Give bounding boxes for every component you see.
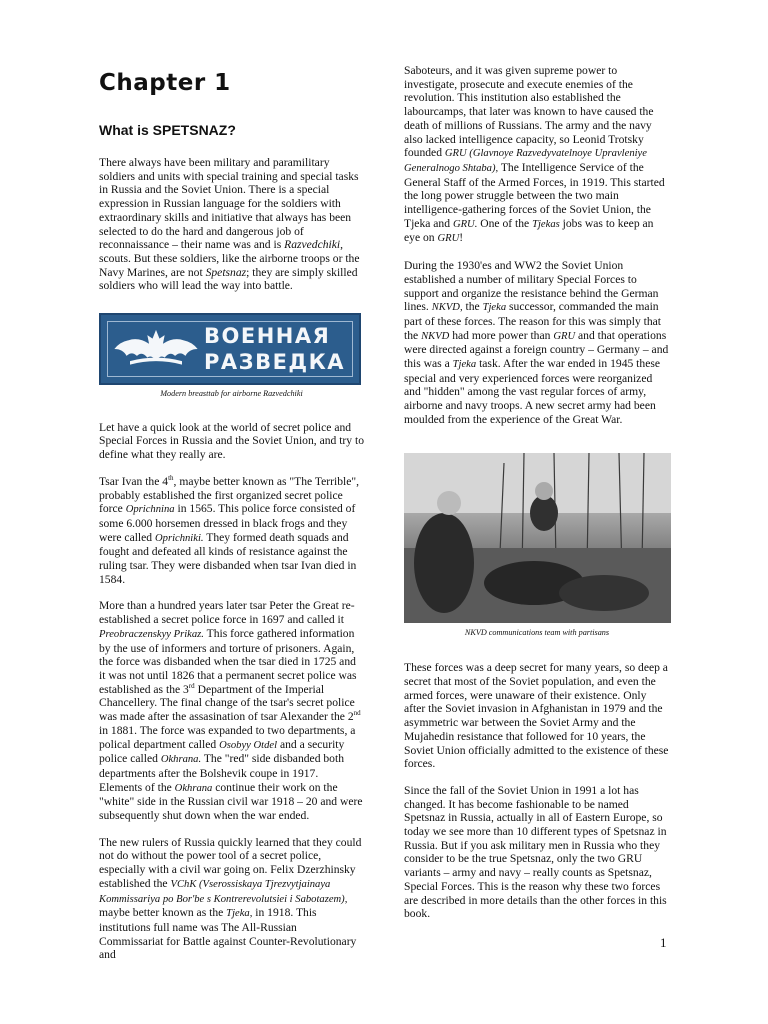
badge-line-1: ВОЕННАЯ [204, 324, 331, 349]
right-column [404, 64, 670, 921]
paragraph: Tsar Ivan the 4th, maybe better known as "The Terrible", probably established the first organized secret police force Oprichnina in 1565. This police force consisted of some 6.000 horsemen dressed in black frogs and they were called Oprichniki. They formed death squads and fought and defeated all kinds of resistance against the ruling tsar. They were disbanded when tsar Ivan died in 1584. [99, 473, 360, 586]
page-number: 1 [660, 935, 667, 950]
paragraph: Since the fall of the Soviet Union in 1991 a lot has changed. It has become fashionable to be named Spetsnaz in Russia, actually in all of Eastern Europe, so today we see more than 10 different types of Spetsnaz in Russia. But if you ask military men in Russia who they consider to be the true Spetsnaz, only the two GRU variants – army and navy – really counts as Spetsnaz, Special Forces. This is the reason why these two forces are described in more details than the other forces in this book. [404, 783, 667, 921]
paragraph: There always have been military and paramilitary soldiers and units with special training and special tasks in Russia and the Soviet Union. There is a special expression in Russian language for the soldiers with extraordinary skills and initiative that always has been selected to do the hard and dangerous job of reconnaissance – their name was and is Razvedchiki, scouts. But these soldiers, like the airborne troops or the Navy Marines, are not Spetsnaz; they are simply skilled soldiers who will lead the way into battle. [99, 156, 360, 293]
breasttab-badge-image [99, 313, 361, 385]
paragraph: More than a hundred years later tsar Peter the Great re-established a secret police force in 1697 and called it Preobraczenskyy Prikaz. This force gathered information by the use of informers and torture of prisoners. Again, the force was disbanded when the tsar died in 1725 and it was not until 1826 that a permanent secret police was established as the 3rd Department of the Imperial Chancellery. The final change of the tsar's secret police was made after the assasination of tsar Alexander the 2nd in 1881. The force was expanded to two departments, a polical department called Osobyy Otdel and a security police called Okhrana. The "red" side disbanded both departments after the Bolshevik coupe in 1917. Elements of the Okhrana continue their work on the "white" side in the Russian civil war 1918 – 20 and were subsequently shut down when the war ended. [99, 599, 363, 823]
badge-text [204, 323, 345, 375]
paragraph: Let have a quick look at the world of secret police and Special Forces in Russia and the Soviet Union, and try to define what they really are. [99, 420, 365, 462]
photo-caption: NKVD communications team with partisans [464, 627, 610, 637]
badge-frame [107, 321, 353, 377]
paragraph: During the 1930'es and WW2 the Soviet Union established a number of military Special Forces to support and organize the resistance behind the German lines. NKVD, the Tjeka successor, commanded the main part of these forces. The reason for this was simply that the NKVD had more power than GRU and that operations were directed against a foreign country – Germany – and this was a Tjeka task. After the war ended in 1945 these special and very experienced forces were reorganized and "hidden" among the vast regular forces of army, airborne and navy troops. A new secret army had been moulded from the experience of the Great War. [404, 259, 669, 426]
section-title: What is SPETSNAZ? [99, 122, 236, 138]
chapter-title: Chapter 1 [99, 70, 231, 96]
paragraph: Saboteurs, and it was given supreme power to investigate, prosecute and execute enemies of the revolution. This institution also established the labourcamps, that later was known to have caused the death of millions of Russians. The army and the navy also lacked intelligence capacity, so Leonid Trotsky founded GRU (Glavnoye Razvedyvatelnoye Upravleniye Generalnogo Shtaba), The Intelligence Service of the General Staff of the Armed Forces, in 1919. This started the long power struggle between the two main intelligence-gathering forces of the Soviet Union, the Tjeka and GRU. One of the Tjekas jobs was to keep an eye on GRU! [404, 64, 665, 245]
left-column [99, 64, 364, 962]
bat-emblem-icon [112, 323, 200, 375]
badge-line-2: РАЗВЕДКА [204, 350, 346, 375]
partisans-photo [404, 453, 671, 623]
photo-illustration [404, 453, 671, 623]
paragraph: The new rulers of Russia quickly learned that they could not do without the power tool of a secret police, especially with a civil war going on. Felix Dzerzhinsky established the VChK (Vserossiskaya Tjrezvytjainaya Kommissariya po Bor'be s Kontrerevolutsiei i Sabotazem), maybe better known as the Tjeka, in 1918. This institutions full name was The All-Russian Commissariat for Battle against Counter-Revolutionary and [99, 835, 362, 962]
badge-caption: Modern breasttab for airborne Razvedchiki [160, 389, 303, 399]
paragraph: These forces was a deep secret for many years, so deep a secret that most of the Soviet population, and even the armed forces, were unaware of their existence. Only after the Soviet invasion in Afghanistan in 1979 and the asymmetric war between the Soviet Army and the Mujahedin resistance that followed for 10 years, the Soviet Union officially admitted to the existence of these forces. [404, 661, 669, 771]
